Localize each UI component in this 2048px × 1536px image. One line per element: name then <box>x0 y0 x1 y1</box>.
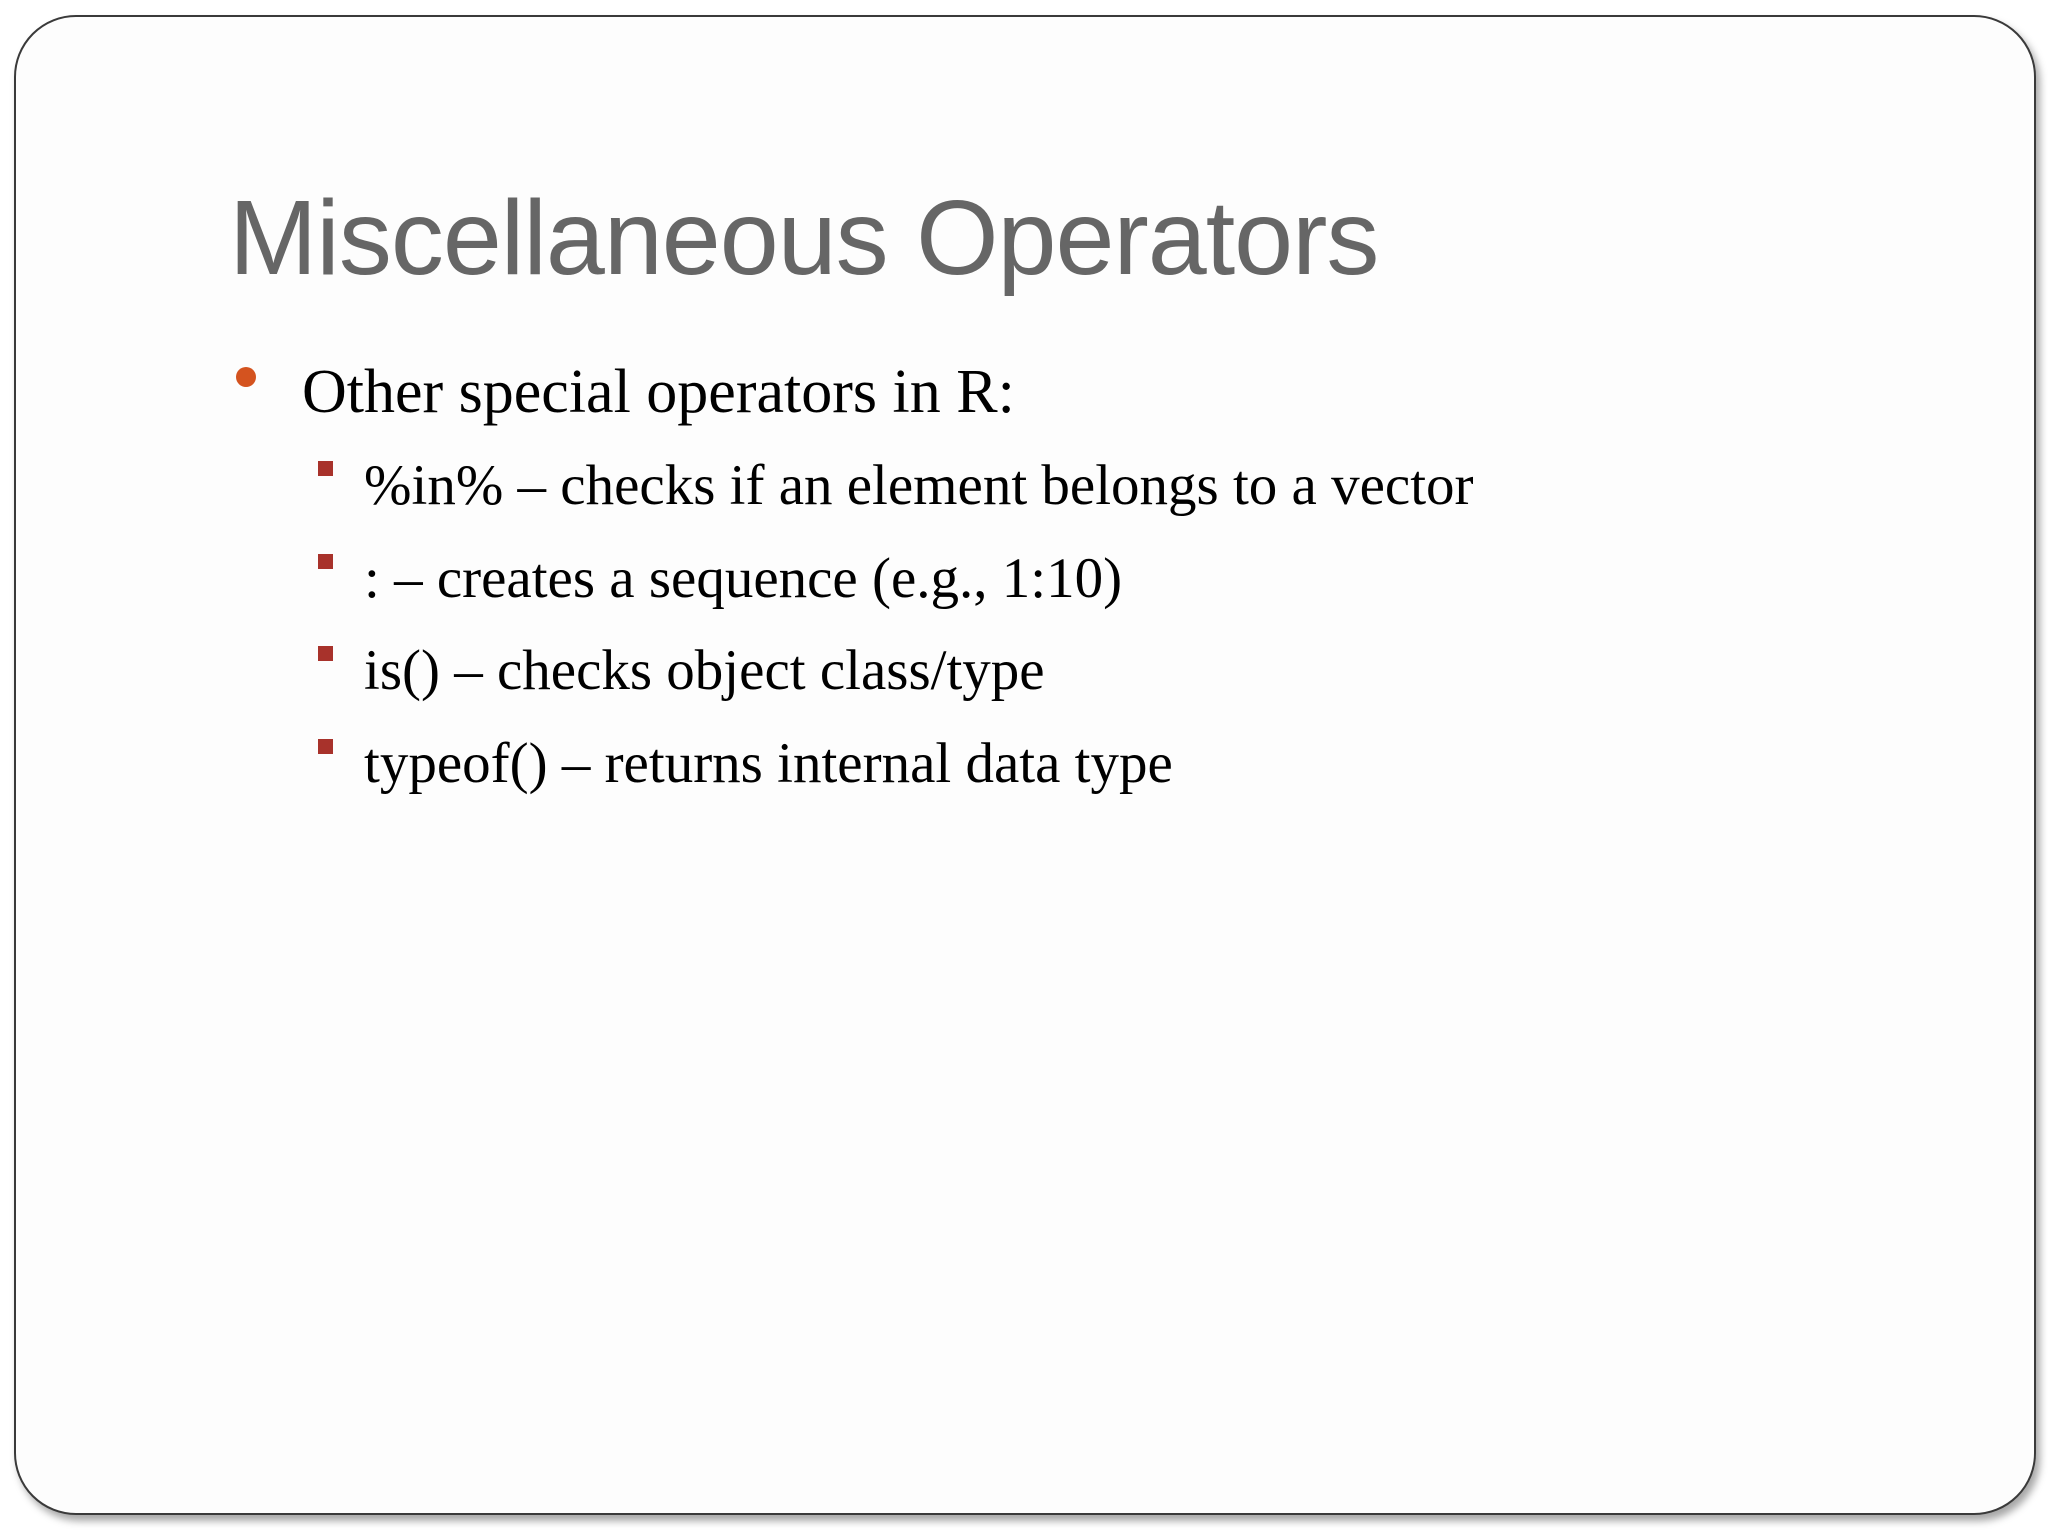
sub-bullet-text: typeof() – returns internal data type <box>364 732 1173 795</box>
sub-bullet-text: : – creates a sequence (e.g., 1:10) <box>364 547 1123 610</box>
slide <box>14 15 2036 1515</box>
square-bullet-icon <box>318 461 333 476</box>
slide-body <box>16 17 2034 1513</box>
square-bullet-icon <box>318 554 333 569</box>
circle-bullet-icon <box>236 367 256 387</box>
sub-bullet-text: is() – checks object class/type <box>364 639 1045 702</box>
square-bullet-icon <box>318 646 333 661</box>
slide-title: Miscellaneous Operators <box>229 179 1379 297</box>
main-bullet-text: Other special operators in R: <box>302 358 1015 426</box>
sub-bullet-text: %in% – checks if an element belongs to a vector <box>364 454 1474 517</box>
square-bullet-icon <box>318 739 333 754</box>
